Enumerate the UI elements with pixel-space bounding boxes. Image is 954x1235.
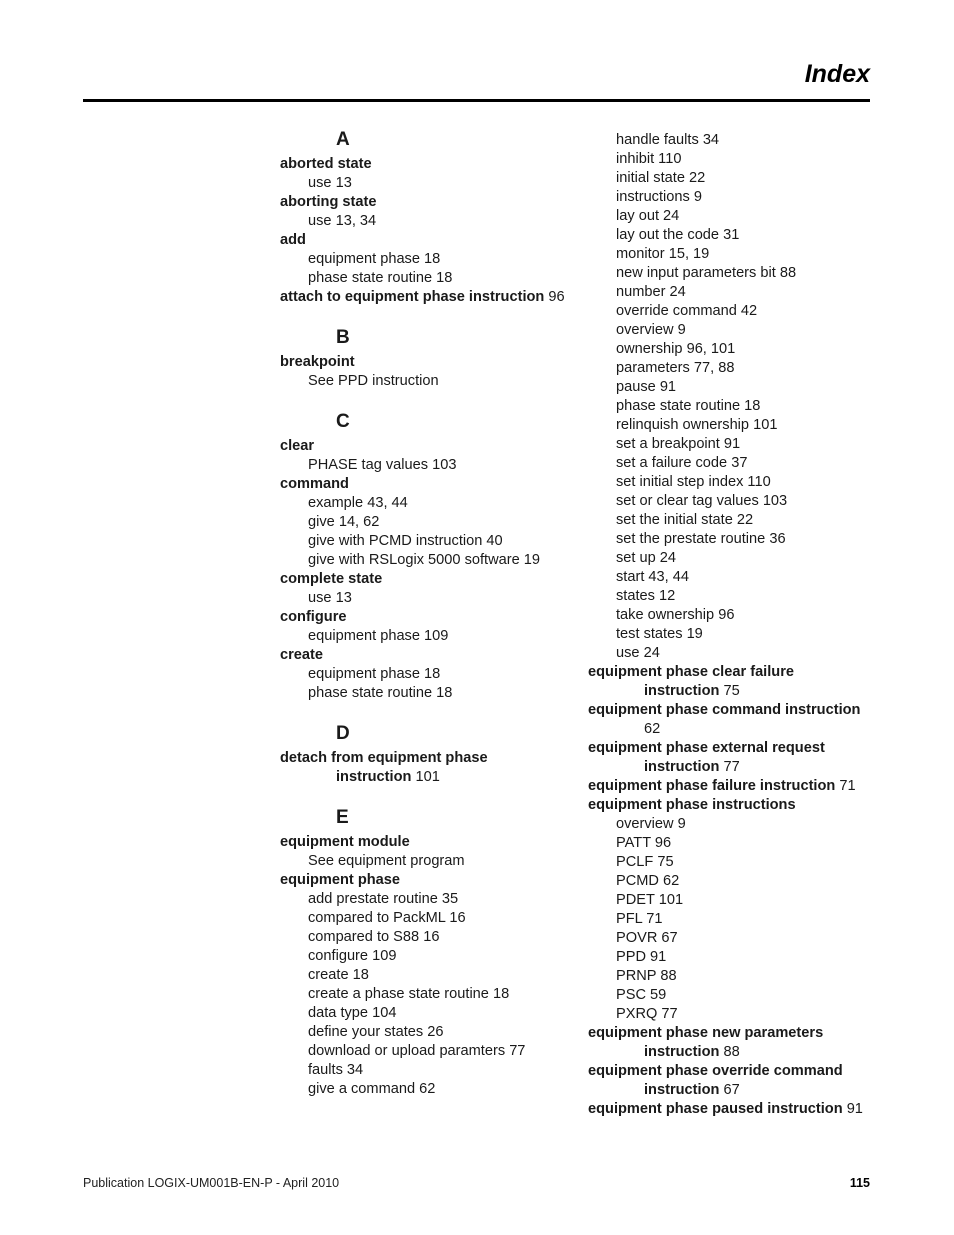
index-letter-heading: D [336,723,350,744]
index-subentry: create a phase state routine 18 [308,986,510,1002]
index-entry-term: create [280,647,324,663]
index-subentry: PPD 91 [616,949,667,965]
index-entry [280,833,580,852]
index-subentry: PATT 96 [616,835,672,851]
index-subentry: give with RSLogix 5000 software 19 [308,552,541,568]
index-entry-term: clear [280,438,315,454]
index-subentry: POVR 67 [616,930,678,946]
index-subentry: PCLF 75 [616,854,674,870]
index-entry-page: 75 [723,683,740,699]
index-letter-heading: B [336,327,350,348]
index-column-left [280,129,580,1099]
index-subentry: use 13 [308,175,352,191]
index-subentry: handle faults 34 [616,132,720,148]
index-entry-term: aborted state [280,156,372,172]
index-entry-term: equipment phase external request [588,740,825,756]
index-entry [280,608,580,627]
index-entry [588,663,878,682]
index-entry-term: equipment phase override command [588,1063,843,1079]
index-subentry: faults 34 [308,1062,364,1078]
page-title: Index [804,60,870,88]
index-entry-term: detach from equipment phase [280,750,488,766]
index-entry-continuation [644,758,878,777]
index-entry [280,155,580,174]
index-entry-term: equipment phase failure instruction [588,778,836,794]
index-subentry: give 14, 62 [308,514,380,530]
index-entry-page: 62 [644,721,661,737]
index-subentry: PHASE tag values 103 [308,457,457,473]
index-entry-continuation [644,1043,878,1062]
index-entry-continuation [644,682,878,701]
index-entry-term: equipment phase new parameters [588,1025,824,1041]
index-subentry: overview 9 [616,816,686,832]
index-subentry: data type 104 [308,1005,397,1021]
index-entry-term: equipment phase [280,872,401,888]
index-subentry: number 24 [616,284,686,300]
index-entry-term: equipment phase clear failure [588,664,795,680]
index-entry-page: 96 [548,289,565,305]
index-entry [280,288,580,307]
index-subentry: download or upload paramters 77 [308,1043,526,1059]
index-subentry: use 13 [308,590,352,606]
index-entry-term: instruction [644,759,720,775]
index-entry [280,749,580,768]
index-entry-term: instruction [336,769,412,785]
index-entry [588,777,878,796]
index-subentry: equipment phase 18 [308,666,441,682]
index-entry-page: 67 [723,1082,740,1098]
index-subentry: phase state routine 18 [616,398,761,414]
index-letter-heading: C [336,411,350,432]
index-subentry: equipment phase 18 [308,251,441,267]
index-subentry: instructions 9 [616,189,702,205]
index-subentry: set the prestate routine 36 [616,531,786,547]
index-subentry: PSC 59 [616,987,667,1003]
index-entry-page: 71 [839,778,856,794]
index-entry-continuation [644,720,878,739]
index-entry [588,1100,878,1119]
index-subentry: create 18 [308,967,369,983]
footer-publication: Publication LOGIX-UM001B-EN-P - April 2010 [83,1176,340,1190]
index-entry-continuation [644,1081,878,1100]
index-subentry: give with PCMD instruction 40 [308,533,503,549]
index-subentry: states 12 [616,588,676,604]
index-column-right [588,131,878,1119]
index-entry [588,1062,878,1081]
index-entry [588,796,878,815]
index-entry [280,193,580,212]
index-entry [280,475,580,494]
index-entry-term: complete state [280,571,383,587]
index-subentry: set up 24 [616,550,677,566]
index-entry-term: breakpoint [280,354,355,370]
index-entry-term: equipment phase command instruction [588,702,861,718]
index-entry-page: 101 [415,769,440,785]
index-entry-term: instruction [644,683,720,699]
index-entry [588,1024,878,1043]
index-subentry: phase state routine 18 [308,685,453,701]
index-subentry: compared to S88 16 [308,929,440,945]
index-entry-page: 88 [723,1044,740,1060]
index-entry [280,437,580,456]
index-entry-term: command [280,476,349,492]
index-entry-term: configure [280,609,347,625]
index-subentry: test states 19 [616,626,703,642]
index-subentry: lay out the code 31 [616,227,740,243]
index-subentry: use 13, 34 [308,213,377,229]
index-subentry: set a breakpoint 91 [616,436,741,452]
index-subentry: set a failure code 37 [616,455,748,471]
index-subentry: override command 42 [616,303,758,319]
index-entry [280,231,580,250]
index-subentry: example 43, 44 [308,495,408,511]
index-subentry: ownership 96, 101 [616,341,736,357]
index-subentry: set initial step index 110 [616,474,771,490]
index-subentry: define your states 26 [308,1024,444,1040]
index-subentry: PRNP 88 [616,968,677,984]
index-entry-page: 77 [723,759,740,775]
index-subentry: new input parameters bit 88 [616,265,797,281]
index-subentry: configure 109 [308,948,397,964]
index-subentry: PDET 101 [616,892,684,908]
index-subentry: phase state routine 18 [308,270,453,286]
index-subentry: lay out 24 [616,208,680,224]
index-subentry: See equipment program [308,853,465,869]
index-subentry: initial state 22 [616,170,706,186]
index-subentry: use 24 [616,645,660,661]
index-subentry: PXRQ 77 [616,1006,678,1022]
index-entry [280,570,580,589]
index-letter-heading: E [336,807,349,828]
index-subentry: pause 91 [616,379,677,395]
index-entry [280,871,580,890]
index-subentry: overview 9 [616,322,686,338]
footer-page-number: 115 [849,1176,870,1190]
header-rule [83,99,870,102]
index-subentry: set the initial state 22 [616,512,754,528]
index-subentry: parameters 77, 88 [616,360,735,376]
index-entry-term: equipment phase paused instruction [588,1101,843,1117]
index-entry [280,353,580,372]
index-subentry: give a command 62 [308,1081,436,1097]
index-subentry: See PPD instruction [308,373,439,389]
index-subentry: take ownership 96 [616,607,735,623]
index-subentry: start 43, 44 [616,569,690,585]
index-entry-continuation [336,768,580,787]
index-entry-term: instruction [644,1044,720,1060]
index-subentry: PFL 71 [616,911,663,927]
index-subentry: monitor 15, 19 [616,246,710,262]
index-letter-heading: A [336,129,350,150]
index-entry-page: 91 [846,1101,863,1117]
index-entry-term: aborting state [280,194,377,210]
index-subentry: compared to PackML 16 [308,910,466,926]
index-entry-term: equipment module [280,834,410,850]
index-entry [280,646,580,665]
index-subentry: relinquish ownership 101 [616,417,778,433]
index-entry-term: add [280,232,306,248]
index-entry-term: instruction [644,1082,720,1098]
index-entry-term: equipment phase instructions [588,797,796,813]
index-subentry: add prestate routine 35 [308,891,459,907]
index-entry [588,701,878,720]
index-subentry: equipment phase 109 [308,628,449,644]
index-entry-term: attach to equipment phase instruction [280,289,545,305]
index-subentry: PCMD 62 [616,873,680,889]
index-subentry: inhibit 110 [616,151,682,167]
index-subentry: set or clear tag values 103 [616,493,788,509]
index-entry [588,739,878,758]
